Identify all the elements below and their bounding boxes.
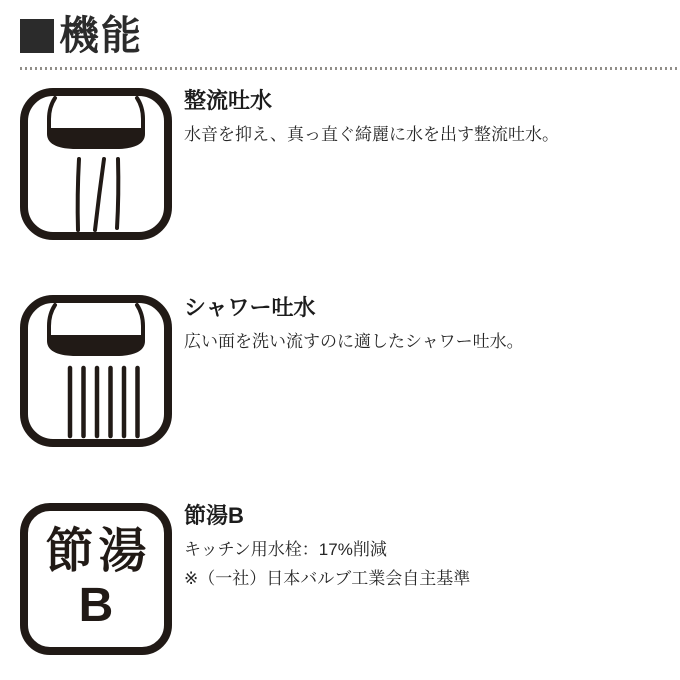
feature-description: キッチン用水栓：17%削減	[184, 540, 387, 560]
feature-row-straight-flow	[20, 88, 680, 240]
feature-description: 水音を抑え、真っ直ぐ綺麗に水を出す整流吐水。	[184, 125, 560, 145]
feature-title: シャワー吐水	[184, 295, 316, 320]
feature-title: 整流吐水	[184, 88, 273, 113]
feature-text-shower-flow	[184, 295, 524, 357]
feature-description-note: ※（一社）日本バルブ工業会自主基準	[184, 569, 471, 589]
shower-flow-icon	[20, 295, 172, 447]
water-saving-b-badge	[20, 503, 172, 655]
straight-flow-icon	[20, 88, 172, 240]
heading-square-icon	[20, 19, 54, 53]
feature-row-water-saving-b	[20, 503, 680, 655]
feature-text-water-saving-b	[184, 503, 470, 594]
section-title: 機能	[59, 14, 143, 58]
feature-row-shower-flow	[20, 295, 680, 447]
badge-text-b: B	[78, 579, 114, 632]
feature-title: 節湯B	[184, 503, 244, 528]
feature-text-straight-flow	[184, 88, 559, 150]
feature-description: 広い面を洗い流すのに適したシャワー吐水。	[184, 332, 524, 352]
section-header	[20, 16, 143, 56]
dotted-divider	[20, 67, 680, 70]
badge-text-setsuyu: 節湯	[45, 525, 152, 578]
